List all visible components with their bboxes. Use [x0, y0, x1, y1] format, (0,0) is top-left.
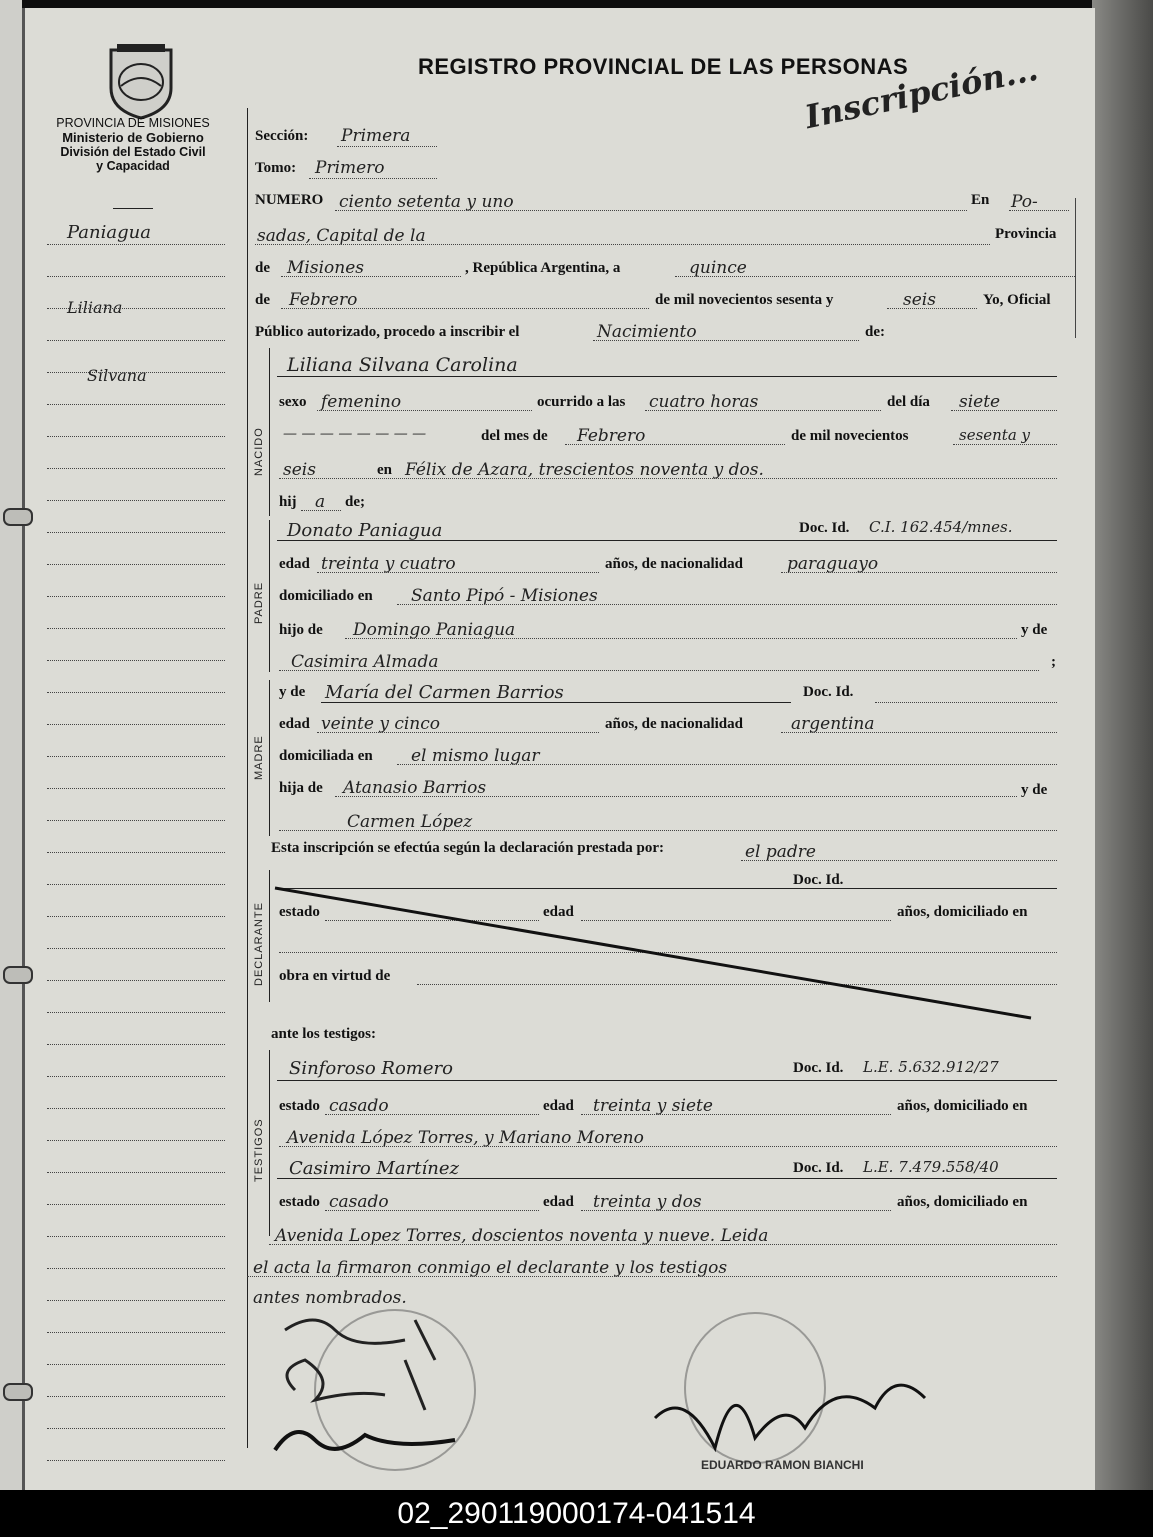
side-label-testigos: TESTIGOS — [253, 1118, 265, 1182]
numero-value: ciento setenta y uno — [339, 192, 514, 212]
republica-label: , República Argentina, a — [465, 260, 621, 276]
registry-page — [22, 8, 1095, 1490]
testigo2-doc: L.E. 7.479.558/40 — [863, 1158, 999, 1176]
cierre-linea-1: el acta la firmaron conmigo el declarante y los testigos — [253, 1258, 728, 1278]
testigo1-edad-label: edad — [543, 1098, 574, 1114]
margin-rule-line — [47, 1332, 225, 1333]
margin-rule-line — [47, 340, 225, 341]
margin-rule-line — [47, 532, 225, 533]
officer-stamp: EDUARDO RAMON BIANCHI — [701, 1458, 864, 1472]
lugar-value: Félix de Azara, trescientos noventa y dos. — [405, 460, 764, 480]
en-label: En — [971, 192, 990, 208]
margin-rule-line — [47, 660, 225, 661]
testigo1-anios-label: años, domiciliado en — [897, 1098, 1028, 1114]
office-line-4: y Capacidad — [96, 159, 170, 173]
madre-dom-label: domiciliada en — [279, 748, 373, 764]
testigo2-edad-label: edad — [543, 1194, 574, 1210]
margin-rule-line — [47, 1460, 225, 1461]
padre-nac: paraguayo — [787, 554, 879, 574]
binder-ring — [3, 966, 33, 984]
anio-inscripcion: seis — [903, 290, 936, 310]
margin-rule-line — [47, 436, 225, 437]
sexo-label: sexo — [279, 394, 307, 410]
padre-doc-label: Doc. Id. — [799, 520, 850, 536]
testigo2-edad: treinta y dos — [593, 1192, 702, 1212]
mes-value: Febrero — [577, 426, 646, 446]
margin-rule-line — [47, 980, 225, 981]
anio-value-2: seis — [283, 460, 316, 480]
binder-ring — [3, 1383, 33, 1401]
seccion-label: Sección: — [255, 128, 309, 144]
padre-dom: Santo Pipó - Misiones — [411, 586, 598, 606]
cierre-linea-2: antes nombrados. — [253, 1288, 407, 1308]
madre-bracket — [269, 680, 270, 836]
margin-rule-line — [47, 1300, 225, 1301]
scan-footer: 02_290119000174-041514 — [0, 1490, 1153, 1537]
margin-rule-line — [47, 372, 225, 373]
de-colon-label: de: — [865, 324, 885, 340]
inscripcion-label: Esta inscripción se efectúa según la declaración prestada por: — [271, 840, 665, 856]
office-divider — [113, 208, 153, 209]
madre-nac-label: años, de nacionalidad — [605, 716, 743, 732]
margin-rule-line — [47, 948, 225, 949]
testigo1-estado-label: estado — [279, 1098, 320, 1114]
margin-rule-line — [47, 852, 225, 853]
padre-madre: Casimira Almada — [291, 652, 439, 672]
testigos-label: ante los testigos: — [271, 1026, 376, 1042]
declarante-doc-label: Doc. Id. — [793, 872, 844, 888]
padre-nac-label: años, de nacionalidad — [605, 556, 743, 572]
margin-rule-line — [47, 1204, 225, 1205]
madre-nombre: María del Carmen Barrios — [325, 682, 564, 703]
madre-hija-de: Atanasio Barrios — [343, 778, 487, 798]
mil-label: de mil novecientos sesenta y — [655, 292, 834, 308]
margin-rule-line — [47, 1044, 225, 1045]
margin-rule-line — [47, 596, 225, 597]
madre-doc-label: Doc. Id. — [803, 684, 854, 700]
numero-label: NUMERO — [255, 192, 324, 208]
nacido-bracket — [269, 348, 270, 516]
obra-label: obra en virtud de — [279, 968, 391, 984]
book-spine — [1092, 0, 1153, 1490]
margin-rule-line — [47, 692, 225, 693]
witness-signatures-icon — [255, 1300, 485, 1490]
margin-name-2: Silvana — [87, 366, 147, 385]
testigo2-anios-label: años, domiciliado en — [897, 1194, 1028, 1210]
margin-rule-line — [47, 564, 225, 565]
margin-rule-line — [47, 788, 225, 789]
margin-rule-line — [47, 1172, 225, 1173]
testigo2-nombre: Casimiro Martínez — [289, 1158, 459, 1179]
tipo-inscripcion: Nacimiento — [597, 322, 697, 342]
madre-dom: el mismo lugar — [411, 746, 540, 766]
seccion-value: Primera — [341, 126, 411, 146]
declarante-bracket — [269, 870, 270, 1002]
provincial-seal-icon — [103, 40, 179, 120]
binding-strip — [0, 0, 22, 1490]
semicolon: ; — [1051, 654, 1056, 670]
officer-signature-icon — [645, 1308, 965, 1483]
madre-nac: argentina — [791, 714, 875, 734]
sexo-value: femenino — [321, 392, 402, 412]
padre-hijode-label: hijo de — [279, 622, 323, 638]
right-edge-line — [1075, 198, 1076, 338]
side-label-padre: PADRE — [253, 581, 265, 624]
margin-rule-line — [47, 1236, 225, 1237]
madre-yde-label: y de — [279, 684, 306, 700]
dash-fill: — — — — — — — — — [283, 426, 427, 442]
office-line-2: Ministerio de Gobierno — [62, 130, 204, 145]
padre-nombre: Donato Paniagua — [287, 520, 443, 541]
testigo1-edad: treinta y siete — [593, 1096, 713, 1116]
declarante-value: el padre — [745, 842, 816, 862]
de-label: de — [255, 260, 270, 276]
madre-hijade-label: hija de — [279, 780, 323, 796]
margin-rule-line — [47, 500, 225, 501]
margin-rule-line — [47, 1396, 225, 1397]
office-line-3: División del Estado Civil — [60, 145, 206, 159]
yo-label: Yo, Oficial — [983, 292, 1051, 308]
margin-rule-line — [47, 1140, 225, 1141]
provincia-value: Misiones — [287, 258, 364, 278]
en-value: Po- — [1011, 192, 1038, 212]
madre-edad-label: edad — [279, 716, 310, 732]
margin-rule-line — [47, 724, 225, 725]
mes-inscripcion: Febrero — [289, 290, 358, 310]
declarante-edad-label: edad — [543, 904, 574, 920]
margin-rule-line — [47, 404, 225, 405]
testigos-bracket — [269, 1050, 270, 1236]
padre-bracket — [269, 520, 270, 672]
testigo1-estado: casado — [329, 1096, 389, 1116]
padre-yde-label: y de — [1021, 622, 1048, 638]
padre-edad-label: edad — [279, 556, 310, 572]
testigo1-doc-label: Doc. Id. — [793, 1060, 844, 1076]
margin-rule-line — [47, 628, 225, 629]
side-label-madre: MADRE — [253, 735, 265, 780]
page-title: REGISTRO PROVINCIAL DE LAS PERSONAS — [418, 54, 909, 79]
testigo1-doc: L.E. 5.632.912/27 — [863, 1058, 999, 1076]
deldia-label: del día — [887, 394, 930, 410]
column-divider — [247, 108, 248, 1448]
margin-rule-line — [47, 1012, 225, 1013]
padre-doc-value: C.I. 162.454/mnes. — [869, 518, 1013, 536]
margin-rule-line — [47, 1076, 225, 1077]
margin-rule-line — [47, 756, 225, 757]
margin-rule-line — [47, 276, 225, 277]
demil-label: de mil novecientos — [791, 428, 909, 444]
anio-value: sesenta y — [959, 426, 1031, 444]
ocurrido-label: ocurrido a las — [537, 394, 626, 410]
testigo1-dom: Avenida López Torres, y Mariano Moreno — [287, 1128, 644, 1148]
testigo2-dom: Avenida Lopez Torres, doscientos noventa y nueve. Leida — [275, 1226, 769, 1246]
hij-label: hij — [279, 494, 297, 510]
provincia-label: Provincia — [995, 226, 1057, 242]
margin-rule-line — [47, 468, 225, 469]
cancel-strike-line — [271, 884, 1061, 1024]
margin-surname: Paniagua — [67, 222, 151, 243]
margin-rule-line — [47, 820, 225, 821]
padre-hijo-de: Domingo Paniagua — [353, 620, 516, 640]
declarante-estado-label: estado — [279, 904, 320, 920]
testigo1-nombre: Sinforoso Romero — [289, 1058, 453, 1079]
margin-rule-line — [47, 1364, 225, 1365]
tomo-value: Primero — [315, 158, 385, 178]
hora-value: cuatro horas — [649, 392, 759, 412]
margin-rule-line — [47, 884, 225, 885]
side-label-nacido: NACIDO — [253, 427, 265, 476]
hij-suffix: a — [315, 492, 326, 512]
padre-edad: treinta y cuatro — [321, 554, 456, 574]
side-label-declarante: DECLARANTE — [253, 902, 265, 986]
margin-rule-line — [47, 1268, 225, 1269]
nacido-nombre: Liliana Silvana Carolina — [287, 354, 518, 376]
margin-rule-line — [47, 1108, 225, 1109]
office-line-1: PROVINCIA DE MISIONES — [56, 116, 210, 130]
testigo2-estado-label: estado — [279, 1194, 320, 1210]
margin-rule-line — [47, 916, 225, 917]
delmes-label: del mes de — [481, 428, 548, 444]
madre-yde2-label: y de — [1021, 782, 1048, 798]
tomo-label: Tomo: — [255, 160, 297, 176]
de-semicolon-label: de; — [345, 494, 365, 510]
dia-value: siete — [959, 392, 1001, 412]
ciudad-value: sadas, Capital de la — [257, 226, 426, 246]
madre-madre: Carmen López — [347, 812, 473, 832]
madre-edad: veinte y cinco — [321, 714, 441, 734]
declarante-anios-label: años, domiciliado en — [897, 904, 1028, 920]
testigo2-doc-label: Doc. Id. — [793, 1160, 844, 1176]
padre-dom-label: domiciliado en — [279, 588, 373, 604]
de2-label: de — [255, 292, 270, 308]
en2-label: en — [377, 462, 392, 478]
binder-ring — [3, 508, 33, 526]
margin-rule-line — [47, 308, 225, 309]
dia-inscripcion: quince — [689, 258, 747, 278]
corner-annotation: Inscripción... — [801, 49, 1042, 137]
margin-rule-line — [47, 244, 225, 245]
publico-label: Público autorizado, procedo a inscribir el — [255, 324, 520, 340]
margin-rule-line — [47, 1428, 225, 1429]
margin-name-1: Liliana — [67, 298, 123, 317]
testigo2-estado: casado — [329, 1192, 389, 1212]
